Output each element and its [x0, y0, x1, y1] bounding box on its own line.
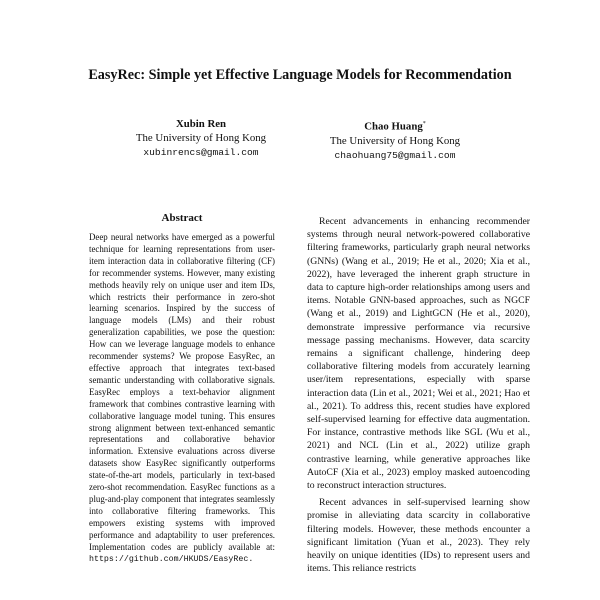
author-block-2 — [295, 117, 495, 163]
author-name-line — [295, 117, 495, 134]
code-link[interactable]: https://github.com/HKUDS/EasyRec. — [89, 555, 254, 565]
author-block-1 — [101, 117, 301, 160]
introduction-column — [307, 215, 530, 575]
abstract-paragraph — [89, 232, 275, 566]
author-name: Xubin Ren — [175, 118, 227, 130]
author-email: xubinrencs@gmail.com — [143, 147, 259, 158]
author-affiliation: The University of Hong Kong — [329, 134, 461, 147]
paper-title: EasyRec: Simple yet Effective Language Models for Recommendation — [88, 67, 512, 83]
abstract-heading: Abstract — [161, 212, 203, 224]
author-name: Chao Huang — [364, 120, 423, 133]
intro-paragraph-2: Recent advances in self-supervised learning show promise in alleviating data scarcity in collaborative filtering models. However, these methods encounter a significant limitation (Yuan et al., 2023). They rely heavily on unique identities (IDs) to represent users and items. This reliance restricts — [307, 497, 530, 575]
abstract-body — [89, 232, 275, 566]
corresponding-author-marker: * — [422, 121, 426, 127]
author-email: chaohuang75@gmail.com — [334, 149, 456, 161]
abstract-text: Deep neural networks have emerged as a powerful technique for learning representations from user-item interaction data in collaborative filtering (CF) for recommender systems. However, many existing methods heavily rely on unique user and item IDs, which restricts their performance in zero-shot learning scenarios. Inspired by the success of language models (LMs) and their robust generalization capabilities, we pose the question: How can we leverage language models to enhance recommender systems? We propose EasyRec, an effective approach that integrates text-based semantic understanding with collaborative signals. EasyRec employs a text-behavior alignment framework that combines contrastive learning with collaborative language model tuning. This ensures strong alignment between text-enhanced semantic representations and collaborative behavior information. Extensive evaluations across diverse datasets show EasyRec significantly outperforms state-of-the-art models, particularly in text-based zero-shot recommendation. EasyRec functions as a plug-and-play component that integrates seamlessly into collaborative filtering frameworks. This empowers existing systems with improved performance and adaptability to user preferences. Implementation codes are publicly available at: — [89, 232, 275, 552]
intro-paragraph-1: Recent advancements in enhancing recommender systems through neural network-powered collaborative filtering frameworks, particularly graph neural networks (GNNs) (Wang et al., 2019; He et al., 2020; Xia et al., 2022), have leveraged the inherent graph structure in data to capture high-order relationships among users and items. Notable GNN-based approaches, such as NGCF (Wang et al., 2019) and LightGCN (He et al., 2020), demonstrate impressive performance via recursive message passing mechanisms. However, data scarcity remains a significant challenge, hindering deep collaborative filtering models from accurately learning user/item representations, especially with sparse interaction data (Lin et al., 2021; Wei et al., 2021; Hao et al., 2021). To address this, recent studies have explored self-supervised learning for effective data augmentation. For instance, contrastive methods like SGL (Wu et al., 2021) and NCL (Lin et al., 2022) utilize graph contrastive learning, while generative approaches like AutoCF (Xia et al., 2023) employ masked autoencoding to reconstruct interaction structures. — [307, 216, 530, 492]
author-affiliation: The University of Hong Kong — [135, 132, 267, 144]
